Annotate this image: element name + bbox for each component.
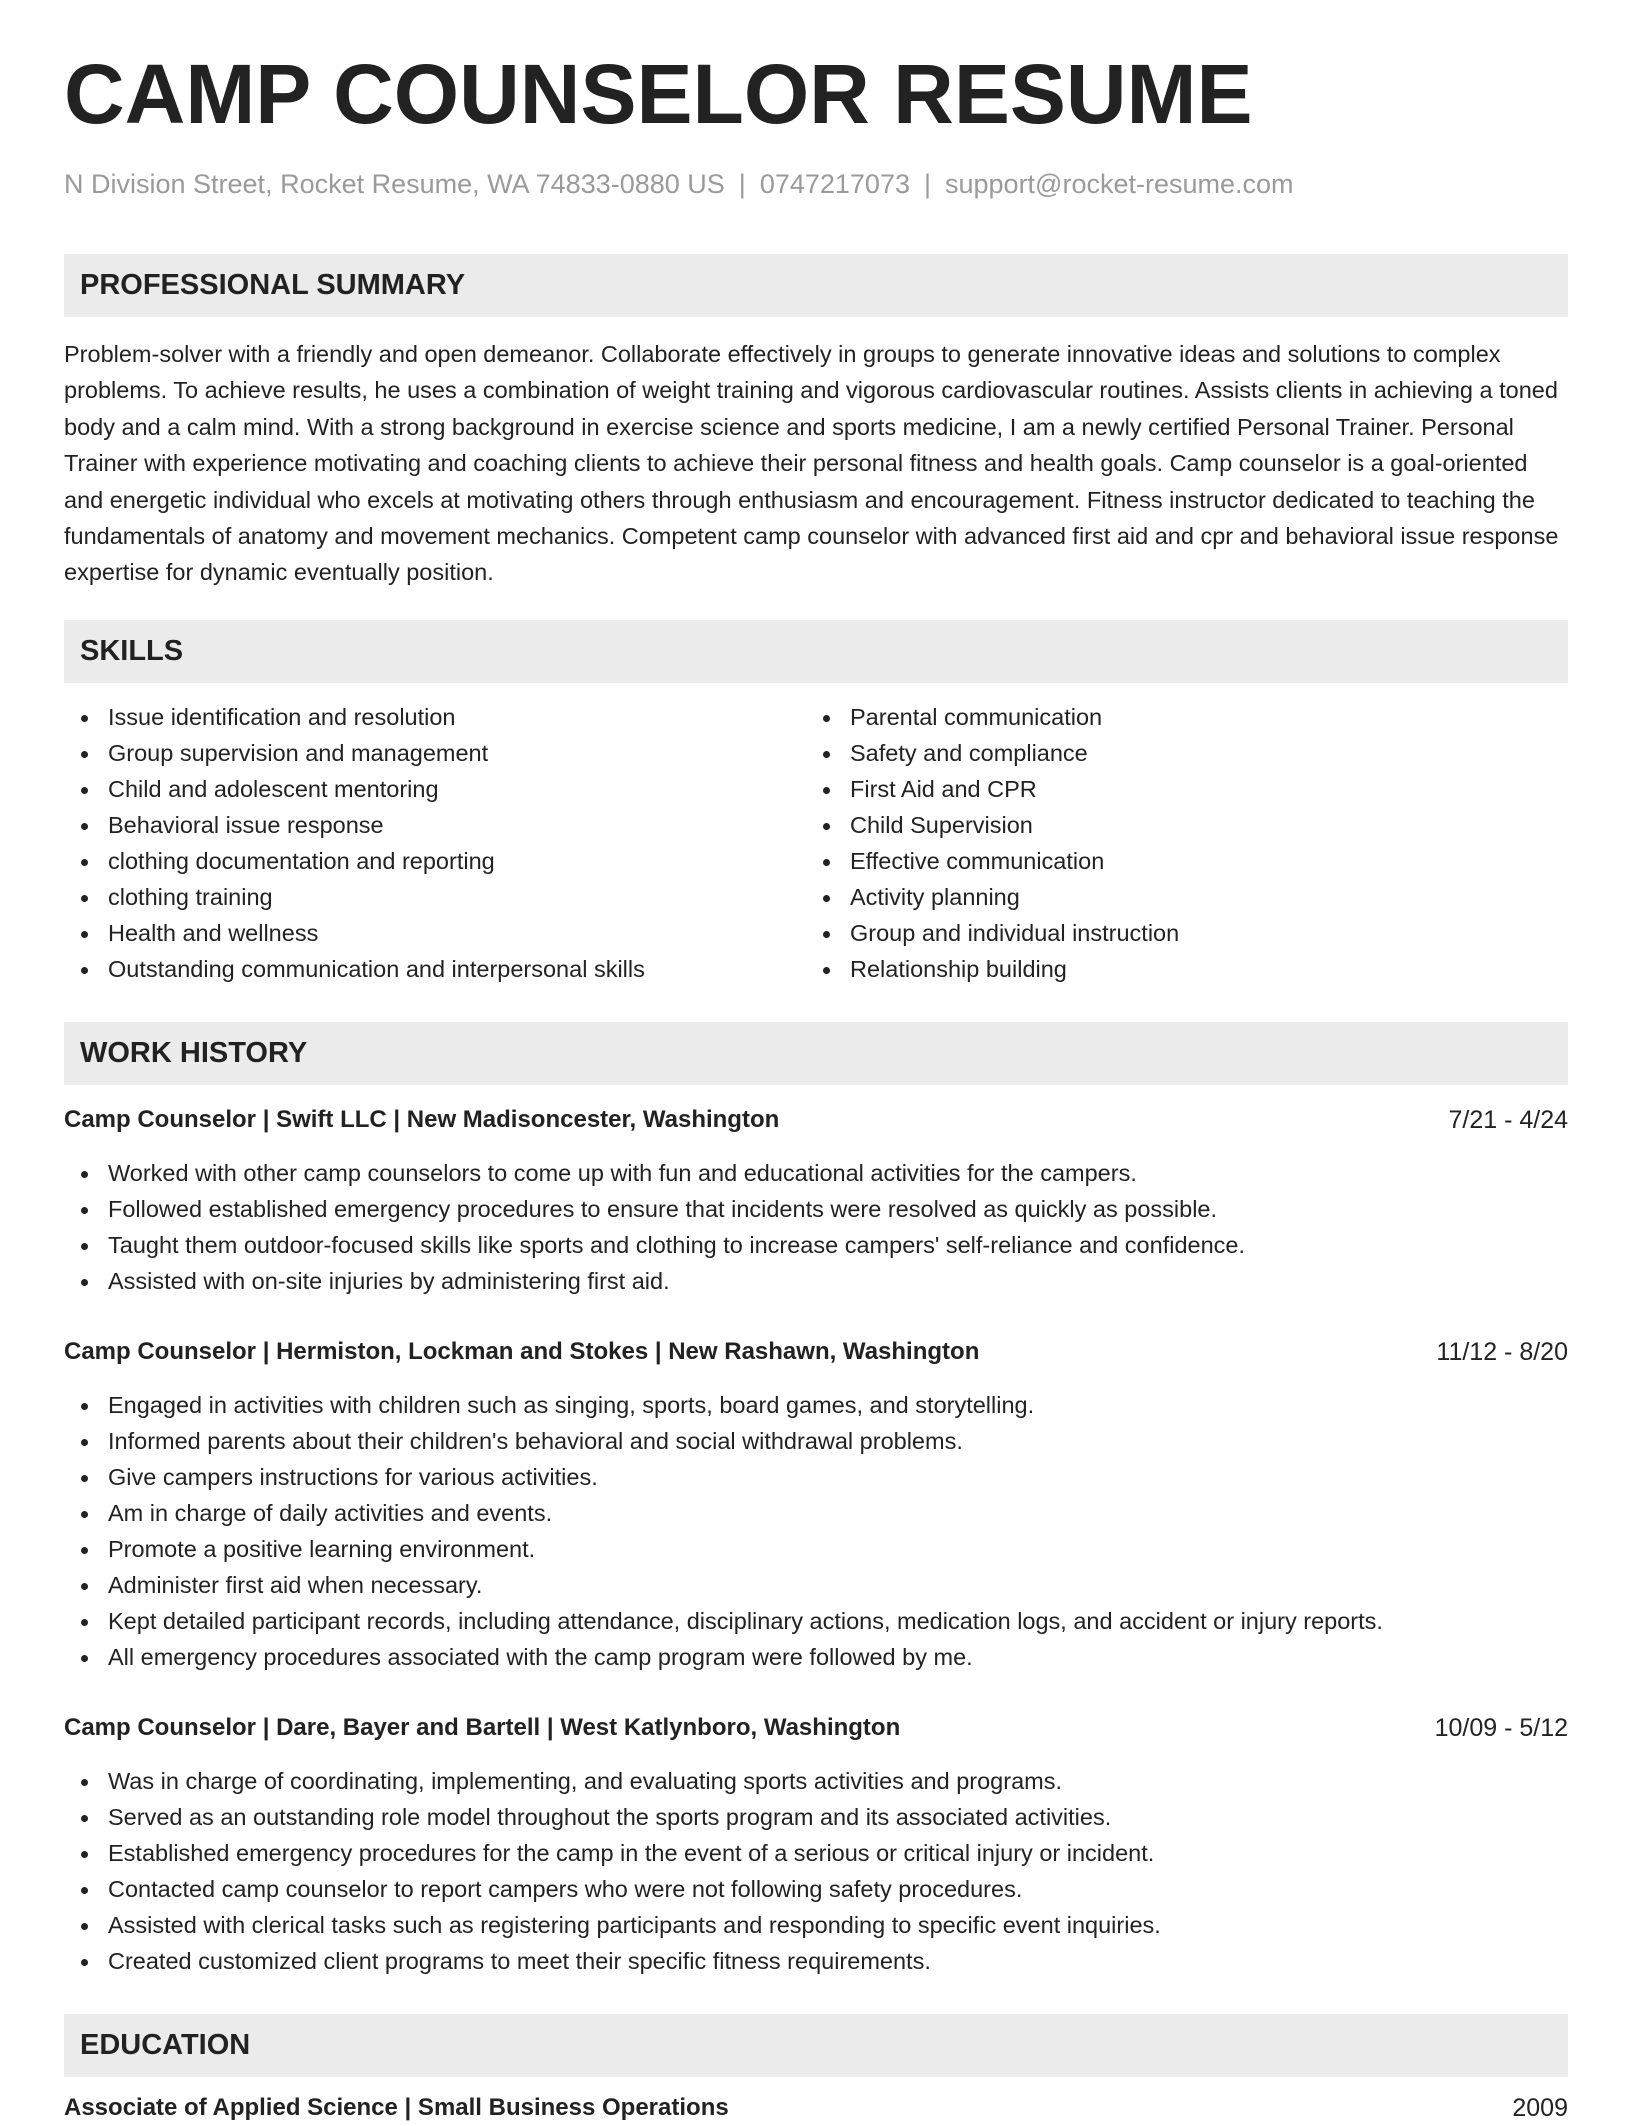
job-dates: 11/12 - 8/20	[1436, 1338, 1568, 1366]
job-bullet: Promote a positive learning environment.	[64, 1531, 1568, 1567]
skills-list-left	[64, 699, 804, 987]
job-bullet: Administer first aid when necessary.	[64, 1567, 1568, 1603]
section-heading-skills: SKILLS	[64, 620, 1568, 683]
job-title: Camp Counselor | Hermiston, Lockman and Stokes | New Rashawn, Washington	[64, 1338, 980, 1365]
job-bullet: All emergency procedures associated with the camp program were followed by me.	[64, 1639, 1568, 1675]
job-bullet: Informed parents about their children's behavioral and social withdrawal problems.	[64, 1423, 1568, 1459]
job-dates: 7/21 - 4/24	[1448, 1106, 1568, 1134]
contact-email[interactable]: support@rocket-resume.com	[945, 169, 1294, 199]
job-bullet: Assisted with on-site injuries by administering first aid.	[64, 1263, 1568, 1299]
section-heading-education: EDUCATION	[64, 2014, 1568, 2077]
job-bullet: Established emergency procedures for the camp in the event of a serious or critical injury or incident.	[64, 1835, 1568, 1871]
education-degree: Associate of Applied Science | Small Business Operations	[64, 2094, 729, 2121]
job-dates: 10/09 - 5/12	[1434, 1714, 1568, 1742]
skill-item: Group supervision and management	[64, 735, 804, 771]
skill-item: Safety and compliance	[806, 735, 1546, 771]
skill-item: Child Supervision	[806, 807, 1546, 843]
job-bullet: Am in charge of daily activities and events.	[64, 1495, 1568, 1531]
skill-item: Outstanding communication and interpersonal skills	[64, 951, 804, 987]
job-bullet-list	[64, 1387, 1568, 1675]
skill-item: Behavioral issue response	[64, 807, 804, 843]
skill-item: Child and adolescent mentoring	[64, 771, 804, 807]
contact-line	[64, 168, 1294, 200]
skill-item: Parental communication	[806, 699, 1546, 735]
skill-item: Effective communication	[806, 843, 1546, 879]
job-bullet-list	[64, 1155, 1568, 1299]
contact-address: N Division Street, Rocket Resume, WA 74833-0880 US	[64, 169, 725, 199]
job-bullet: Created customized client programs to meet their specific fitness requirements.	[64, 1943, 1568, 1979]
job-header	[64, 1102, 1568, 1138]
job-header	[64, 1334, 1568, 1370]
education-entry	[64, 2090, 1568, 2126]
job-bullet: Followed established emergency procedures to ensure that incidents were resolved as quickly as possible.	[64, 1191, 1568, 1227]
job-header	[64, 1710, 1568, 1746]
contact-separator: |	[738, 169, 746, 199]
section-heading-work: WORK HISTORY	[64, 1022, 1568, 1085]
summary-text: Problem-solver with a friendly and open demeanor. Collaborate effectively in groups to generate innovative ideas and solutions to complex problems. To achieve results, he uses a combination of weight training and vigorous cardiovascular routines. Assists clients in achieving a toned body and a calm mind. With a strong background in exercise science and sports medicine, I am a newly certified Personal Trainer. Personal Trainer with experience motivating and coaching clients to achieve their personal fitness and health goals. Camp counselor is a goal-oriented and energetic individual who excels at motivating others through enthusiasm and encouragement. Fitness instructor dedicated to teaching the fundamentals of anatomy and movement mechanics. Competent camp counselor with advanced first aid and cpr and behavioral issue response expertise for dynamic eventually position.	[64, 341, 1559, 586]
job-bullet: Served as an outstanding role model throughout the sports program and its associated activities.	[64, 1799, 1568, 1835]
skill-item: clothing training	[64, 879, 804, 915]
skill-item: clothing documentation and reporting	[64, 843, 804, 879]
skill-item: Activity planning	[806, 879, 1546, 915]
job-title: Camp Counselor | Swift LLC | New Madisoncester, Washington	[64, 1106, 780, 1133]
contact-phone: 0747217073	[759, 169, 910, 199]
job-bullet: Was in charge of coordinating, implementing, and evaluating sports activities and programs.	[64, 1763, 1568, 1799]
skills-list-right	[806, 699, 1546, 987]
job-bullet: Kept detailed participant records, including attendance, disciplinary actions, medication logs, and accident or injury reports.	[64, 1603, 1568, 1639]
skill-item: Health and wellness	[64, 915, 804, 951]
job-bullet: Assisted with clerical tasks such as registering participants and responding to specific event inquiries.	[64, 1907, 1568, 1943]
education-year: 2009	[1512, 2094, 1568, 2122]
skill-item: Group and individual instruction	[806, 915, 1546, 951]
job-bullet: Worked with other camp counselors to come up with fun and educational activities for the campers.	[64, 1155, 1568, 1191]
skill-item: Issue identification and resolution	[64, 699, 804, 735]
resume-title: CAMP COUNSELOR RESUME	[64, 47, 1253, 141]
skill-item: Relationship building	[806, 951, 1546, 987]
job-bullet: Give campers instructions for various activities.	[64, 1459, 1568, 1495]
job-bullet-list	[64, 1763, 1568, 1979]
section-heading-summary: PROFESSIONAL SUMMARY	[64, 254, 1568, 317]
job-bullet: Taught them outdoor-focused skills like sports and clothing to increase campers' self-reliance and confidence.	[64, 1227, 1568, 1263]
contact-separator: |	[923, 169, 931, 199]
skill-item: First Aid and CPR	[806, 771, 1546, 807]
job-title: Camp Counselor | Dare, Bayer and Bartell | West Katlynboro, Washington	[64, 1714, 901, 1741]
job-bullet: Contacted camp counselor to report campers who were not following safety procedures.	[64, 1871, 1568, 1907]
job-bullet: Engaged in activities with children such as singing, sports, board games, and storytelling.	[64, 1387, 1568, 1423]
